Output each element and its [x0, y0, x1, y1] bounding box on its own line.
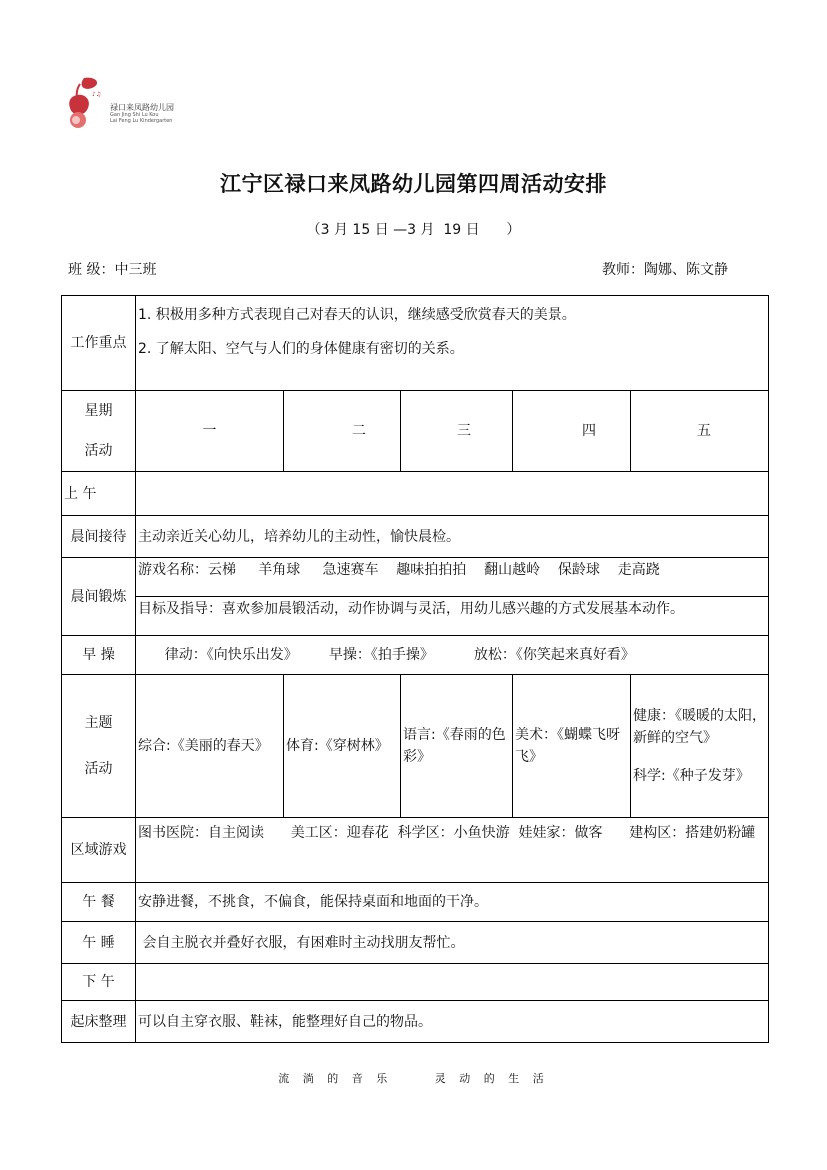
row-week-days [62, 391, 769, 472]
lunch-content: 安静进餐，不挑食，不偏食，能保持桌面和地面的干净。 [136, 883, 769, 922]
area-games-label: 区域游戏 [62, 818, 136, 883]
row-exercise [62, 558, 769, 636]
logo-name-cn: 禄口来凤路幼儿园 [110, 103, 174, 112]
week-label-bottom: 活动 [84, 443, 113, 459]
day-fri: 五 [631, 391, 769, 472]
week-label [62, 391, 136, 472]
theme-mon: 综合:《美丽的春天》 [136, 675, 284, 818]
class-label: 班 级：中三班 [68, 262, 157, 278]
morning-label: 上 午 [62, 472, 136, 516]
exercise-games: 游戏名称：云梯 羊角球 急速赛车 趣味拍拍拍 翻山越岭 保龄球 走高跷 [136, 558, 768, 597]
row-work-focus [62, 296, 769, 391]
work-focus-item-2: 2. 了解太阳、空气与人们的身体健康有密切的关系。 [138, 341, 464, 357]
date-range: （3 月 15 日 —3 月 19 日 ） [306, 222, 521, 238]
nap-content: 会自主脱衣并叠好衣服，有困难时主动找朋友帮忙。 [136, 922, 769, 964]
logo-name-pinyin-1: Gan Jing Shi Lu Kou [110, 112, 159, 118]
theme-thu: 美术：《蝴蝶飞呀飞》 [513, 675, 631, 818]
row-area-games [62, 818, 769, 883]
wakeup-content: 可以自主穿衣服、鞋袜，能整理好自己的物品。 [136, 1001, 769, 1043]
area-games-content: 图书医院：自主阅读 美工区：迎春花 科学区：小鱼快游 娃娃家：做客 建构区：搭建奶粉罐 [136, 818, 769, 883]
row-nap [62, 922, 769, 964]
day-wed: 三 [401, 391, 513, 472]
logo-emblem-icon [62, 76, 108, 130]
day-thu: 四 [513, 391, 631, 472]
exercise-content [136, 558, 769, 636]
row-wakeup [62, 1001, 769, 1043]
page-title: 江宁区禄口来凤路幼儿园第四周活动安排 [220, 171, 607, 196]
wakeup-label: 起床整理 [62, 1001, 136, 1043]
row-theme [62, 675, 769, 818]
afternoon-label: 下 午 [62, 964, 136, 1001]
theme-tue: 体育:《穿树林》 [284, 675, 401, 818]
nap-label: 午 睡 [62, 922, 136, 964]
reception-content: 主动亲近关心幼儿，培养幼儿的主动性，愉快晨检。 [136, 516, 769, 558]
week-label-top: 星期 [84, 403, 113, 419]
row-early-exercise [62, 636, 769, 675]
theme-label-top: 主题 [84, 715, 113, 731]
schedule-table [61, 295, 769, 1043]
row-morning [62, 472, 769, 516]
exercise-goal: 目标及指导：喜欢参加晨锻活动，动作协调与灵活，用幼儿感兴趣的方式发展基本动作。 [138, 601, 684, 617]
exercise-label: 晨间锻炼 [62, 558, 136, 636]
work-focus-content [136, 296, 769, 391]
theme-fri-science: 科学:《种子发芽》 [633, 768, 750, 784]
kindergarten-logo [62, 76, 192, 130]
theme-wed: 语言:《春雨的色彩》 [401, 675, 513, 818]
row-lunch [62, 883, 769, 922]
afternoon-content [136, 964, 769, 1001]
row-reception [62, 516, 769, 558]
theme-label [62, 675, 136, 818]
teacher-label: 教师：陶娜、陈文静 [602, 262, 728, 278]
work-focus-item-1: 1. 积极用多种方式表现自己对春天的认识，继续感受欣赏春天的美景。 [138, 307, 576, 323]
lunch-label: 午 餐 [62, 883, 136, 922]
theme-fri [631, 675, 769, 818]
day-mon: 一 [136, 391, 284, 472]
row-afternoon [62, 964, 769, 1001]
theme-label-bottom: 活动 [84, 761, 113, 777]
logo-name-pinyin-2: Lai Feng Lu Kindergarten [110, 118, 173, 124]
theme-fri-health: 健康：《暖暖的太阳，新鲜的空气》 [633, 708, 766, 746]
work-focus-label: 工作重点 [62, 296, 136, 391]
day-tue: 二 [284, 391, 401, 472]
early-exercise-label: 早 操 [62, 636, 136, 675]
early-exercise-content: 律动：《向快乐出发》 早操：《拍手操》 放松：《你笑起来真好看》 [136, 636, 769, 675]
morning-content [136, 472, 769, 516]
reception-label: 晨间接待 [62, 516, 136, 558]
footer-slogan: 流 淌 的 音 乐 灵 动 的 生 活 [278, 1072, 549, 1085]
svg-text:♪♫: ♪♫ [92, 91, 102, 98]
